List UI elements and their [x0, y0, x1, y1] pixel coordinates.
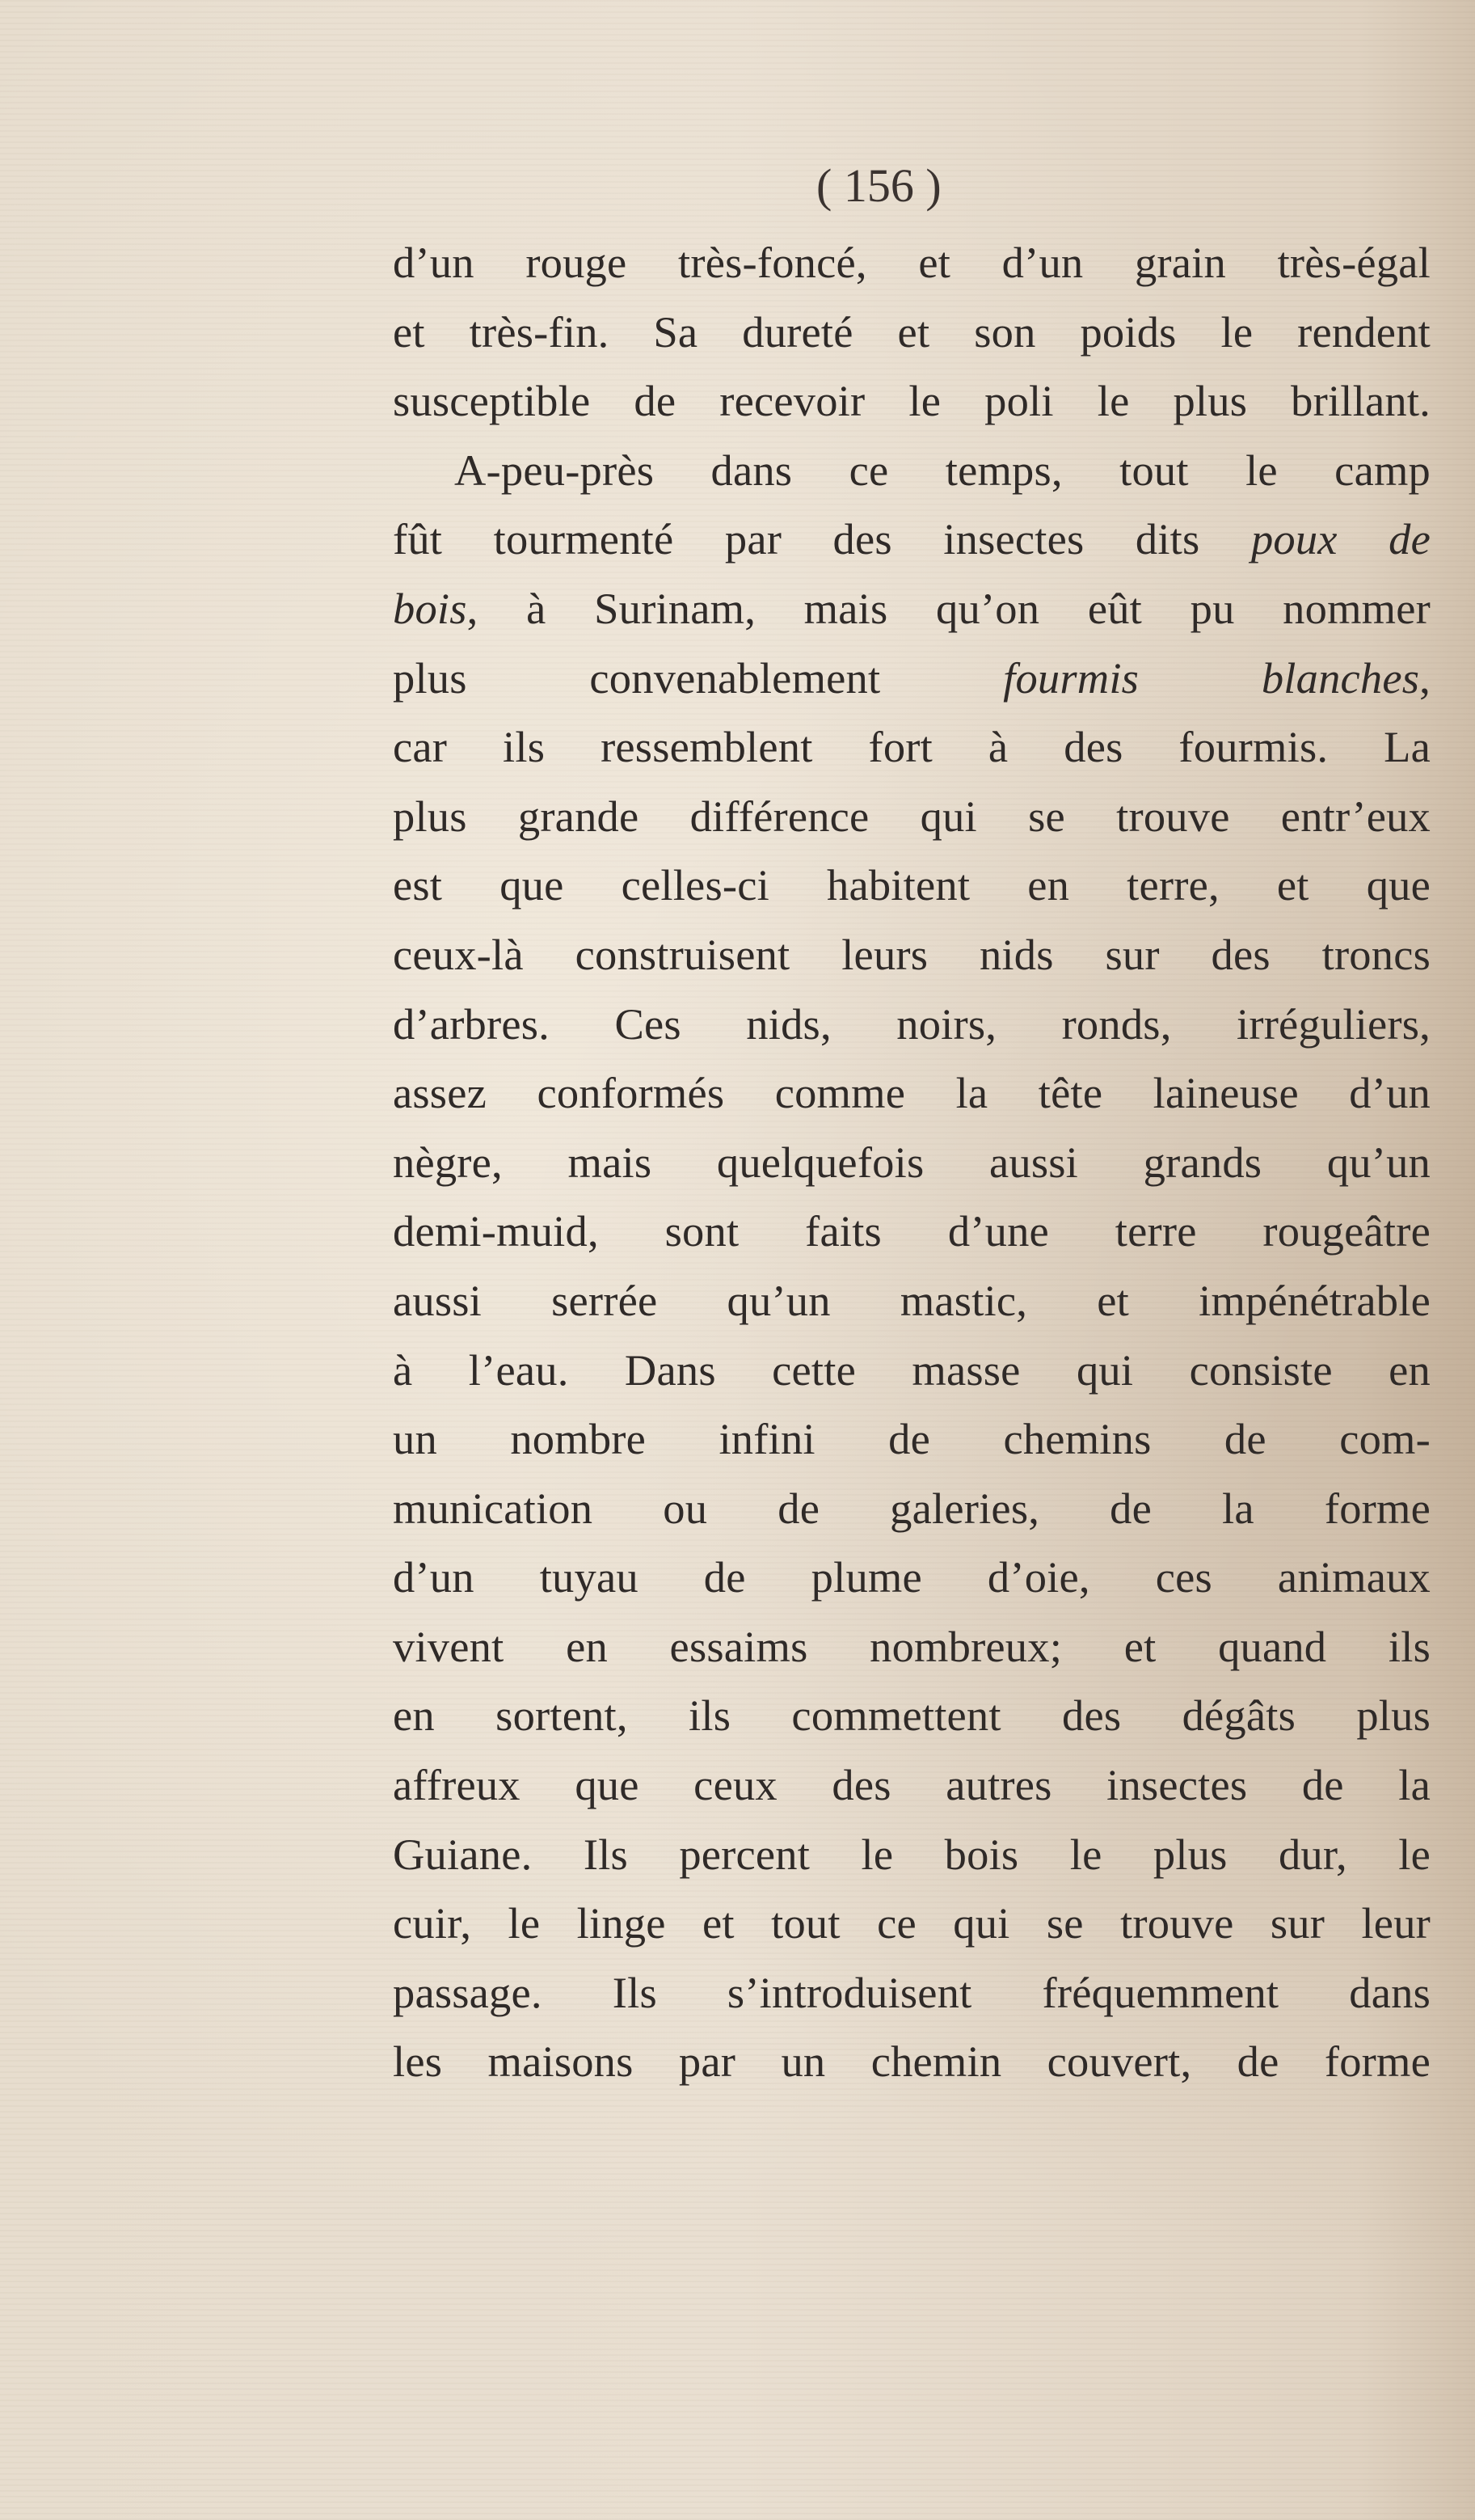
- text-span: en sortent, ils commettent des dégâts plus: [393, 1691, 1431, 1741]
- text-line: [393, 1058, 1431, 1128]
- text-span: et très-fin. Sa dureté et son poids le rendent: [393, 306, 1431, 357]
- text-line: [393, 1543, 1431, 1612]
- text-span: vivent en essaims nombreux; et quand ils: [393, 1621, 1431, 1671]
- text-line: [393, 1197, 1431, 1266]
- text-line: [393, 366, 1431, 436]
- text-line: [393, 1612, 1431, 1682]
- text-span: ceux-là construisent leurs nids sur des troncs: [393, 929, 1431, 979]
- text-span: passage. Ils s’introduisent fréquemment dans: [393, 1967, 1431, 2017]
- text-line: [393, 851, 1431, 920]
- text-line: [393, 2027, 1431, 2096]
- text-line: [393, 228, 1431, 298]
- italic-term: poux de: [1250, 514, 1431, 564]
- text-span: d’un rouge très-foncé, et d’un grain très-égal: [393, 238, 1431, 287]
- text-line: [393, 1820, 1431, 1889]
- text-line: [393, 1474, 1431, 1543]
- text-span: d’un tuyau de plume d’oie, ces animaux: [393, 1552, 1431, 1602]
- body-text: [393, 228, 1431, 2096]
- text-line: [393, 1750, 1431, 1820]
- text-span: plus grande différence qui se trouve entr’eux: [393, 791, 1431, 841]
- text-span: A-peu-près dans ce temps, tout le camp: [454, 445, 1431, 495]
- text-span: munication ou de galeries, de la forme: [393, 1483, 1431, 1533]
- text-line: [393, 1404, 1431, 1474]
- italic-term: bois: [393, 583, 467, 633]
- text-line: [393, 990, 1431, 1059]
- text-line: [393, 1128, 1431, 1197]
- text-line: [393, 574, 1431, 644]
- paragraph-start-line: [393, 436, 1431, 505]
- text-line: [393, 298, 1431, 367]
- text-line: [393, 920, 1431, 990]
- text-span: susceptible de recevoir le poli le plus brillant.: [393, 376, 1431, 426]
- text-span: un nombre infini de chemins de com-: [393, 1414, 1431, 1464]
- text-span: assez conformés comme la tête laineuse d’un: [393, 1068, 1431, 1118]
- text-span: d’arbres. Ces nids, noirs, ronds, irréguliers,: [393, 998, 1431, 1049]
- text-span: à l’eau. Dans cette masse qui consiste en: [393, 1344, 1431, 1395]
- text-span: ,: [1419, 652, 1431, 703]
- text-span: plus convenablement: [393, 652, 1004, 703]
- text-span: aussi serrée qu’un mastic, et impénétrable: [393, 1275, 1431, 1325]
- text-line: [393, 1889, 1431, 1958]
- page-number: ( 156 ): [816, 159, 942, 212]
- text-span: fût tourmenté par des insectes dits: [393, 514, 1251, 564]
- text-line: [393, 712, 1431, 782]
- text-line: [393, 644, 1431, 713]
- text-line: [393, 782, 1431, 851]
- text-line: [393, 1336, 1431, 1405]
- text-span: les maisons par un chemin couvert, de forme: [393, 2037, 1431, 2087]
- text-line: [393, 504, 1431, 574]
- text-span: affreux que ceux des autres insectes de la: [393, 1760, 1431, 1810]
- text-span: Guiane. Ils percent le bois le plus dur, le: [393, 1829, 1431, 1879]
- text-span: demi-muid, sont faits d’une terre rougeâtre: [393, 1206, 1431, 1256]
- text-span: , à Surinam, mais qu’on eût pu nommer: [466, 583, 1431, 633]
- text-line: [393, 1958, 1431, 2028]
- text-span: est que celles-ci habitent en terre, et que: [393, 860, 1431, 910]
- text-span: car ils ressemblent fort à des fourmis. La: [393, 722, 1431, 772]
- italic-term: fourmis blanches: [1003, 652, 1420, 703]
- text-span: cuir, le linge et tout ce qui se trouve sur leur: [393, 1898, 1431, 1948]
- text-span: nègre, mais quelquefois aussi grands qu’un: [393, 1137, 1431, 1187]
- text-line: [393, 1681, 1431, 1750]
- text-line: [393, 1266, 1431, 1336]
